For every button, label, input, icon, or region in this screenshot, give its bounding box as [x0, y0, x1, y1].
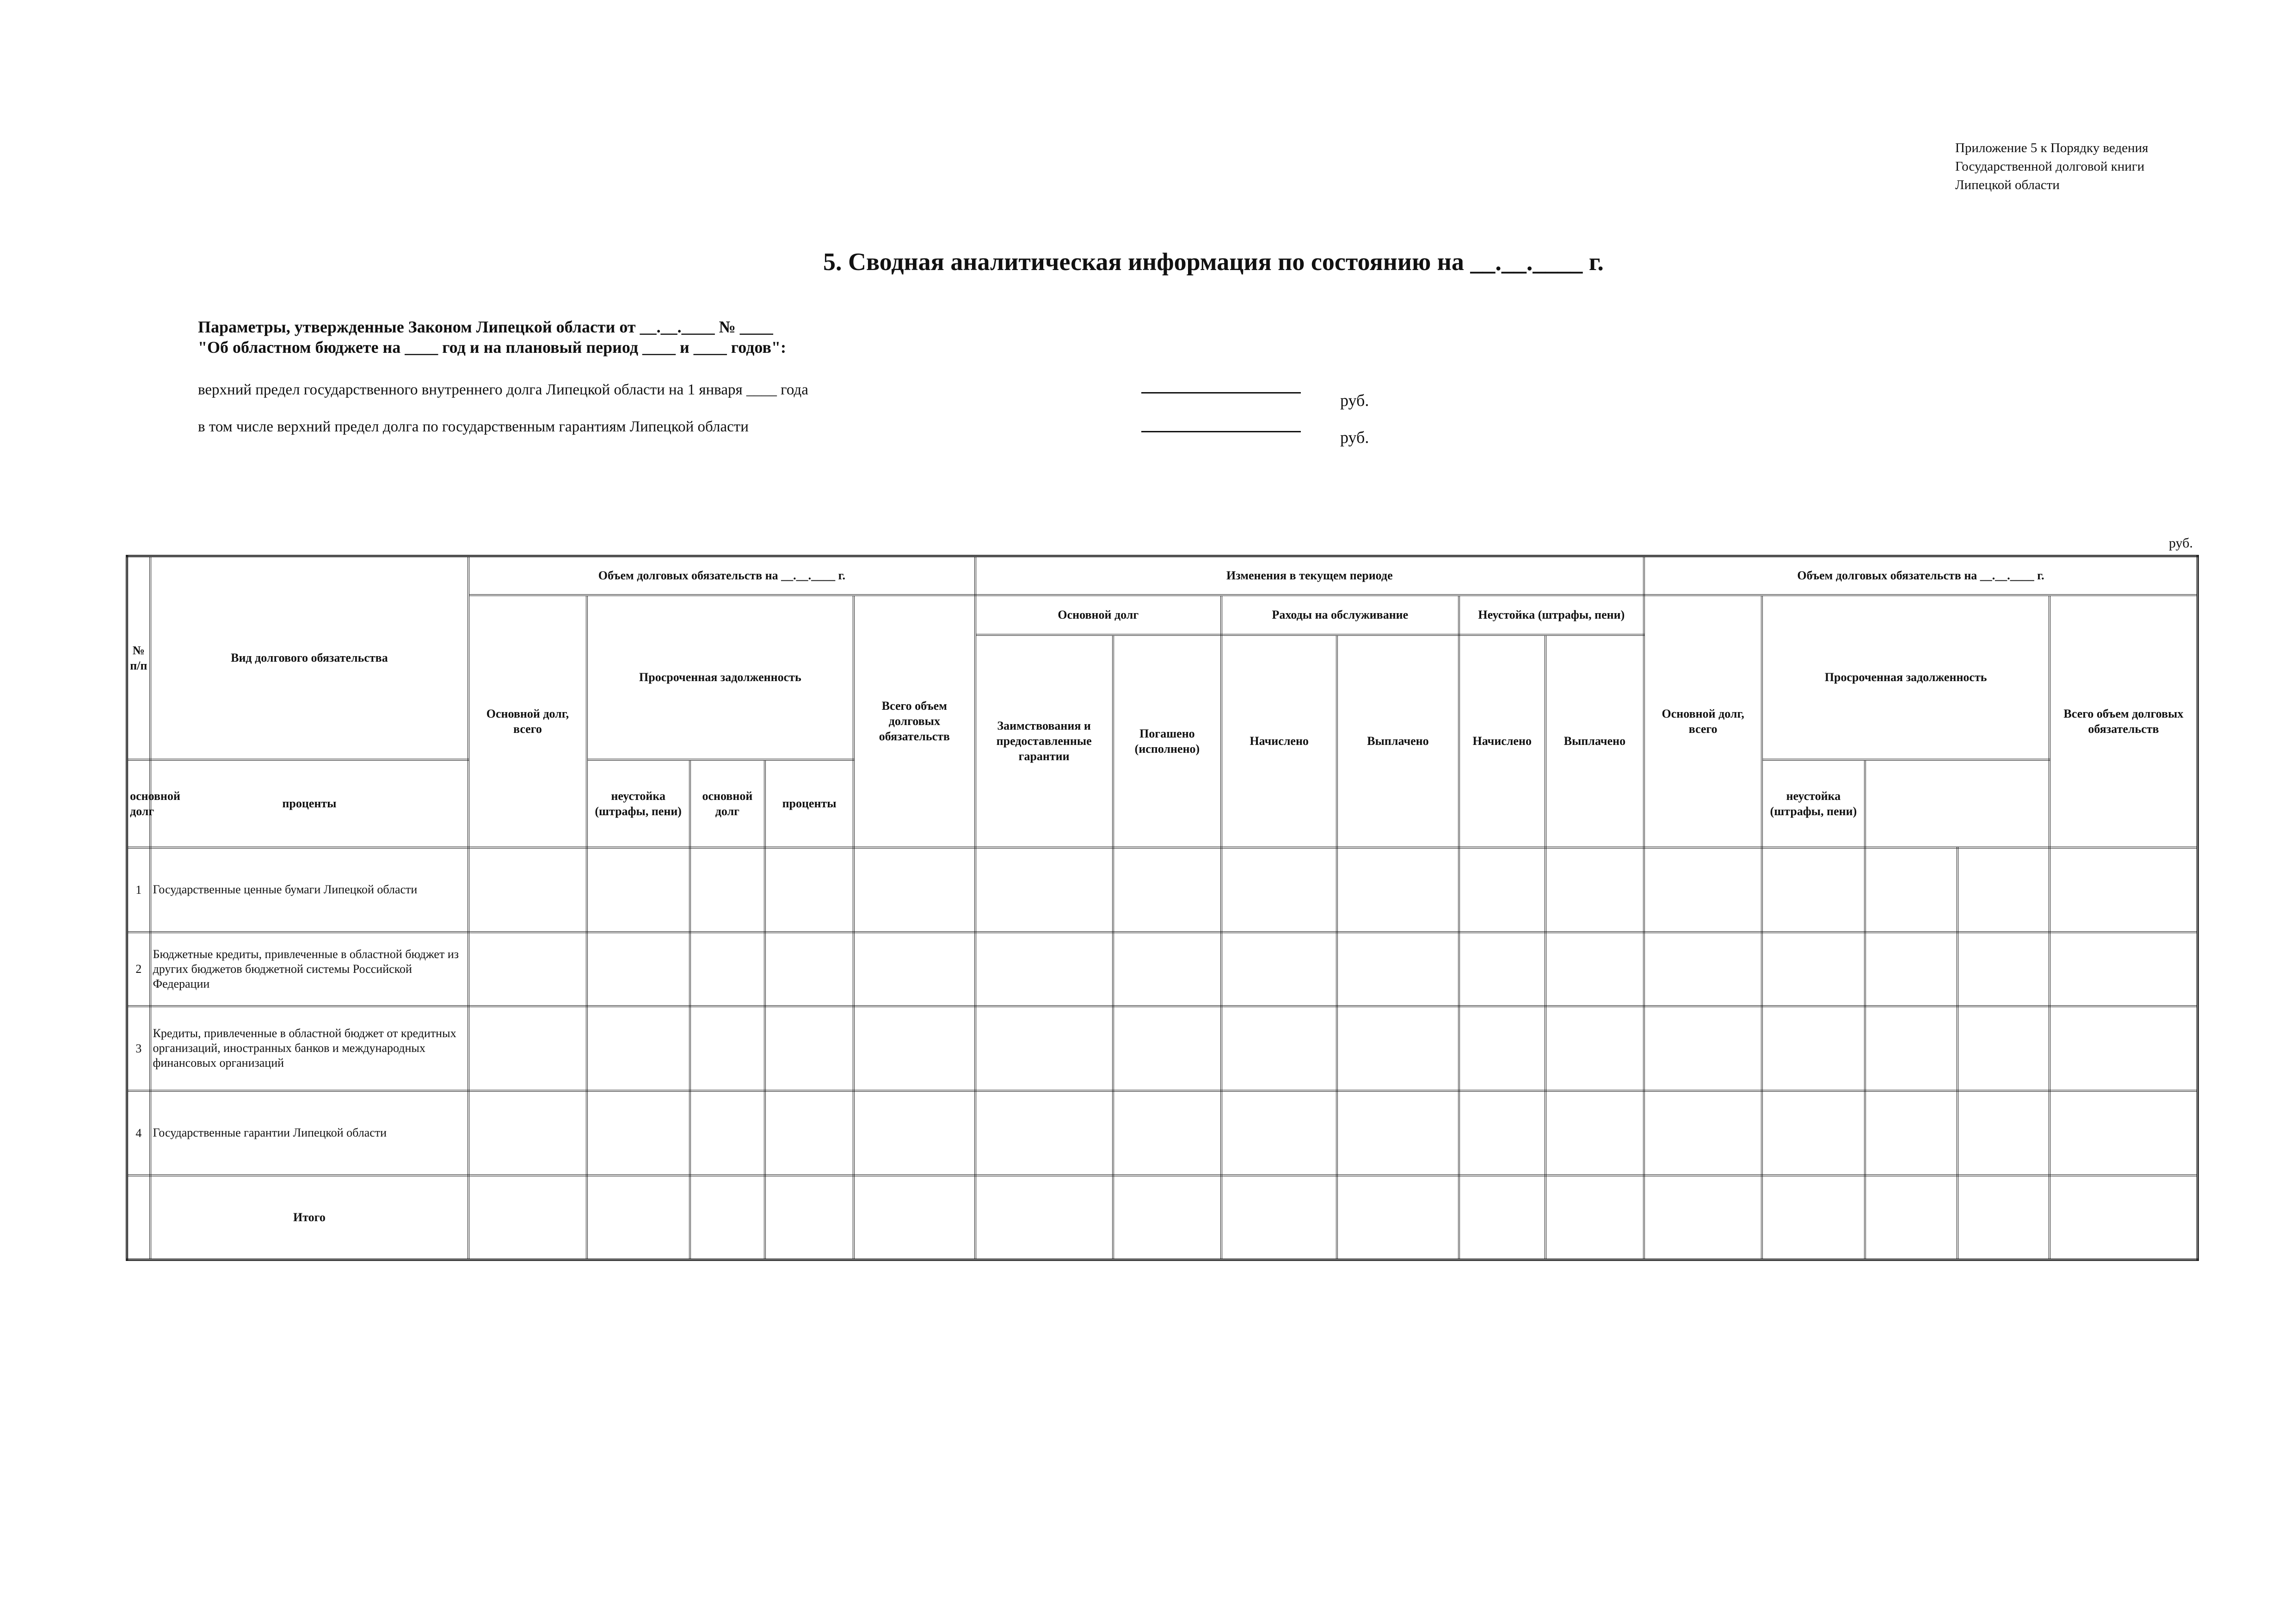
- total-row: [127, 1175, 2198, 1260]
- data-cell[interactable]: [1865, 1091, 1957, 1175]
- data-cell[interactable]: [1865, 932, 1957, 1006]
- data-cell[interactable]: [1957, 1006, 2050, 1091]
- guarantee-limit-text: в том числе верхний предел долга по государственным гарантиям Липецкой области: [198, 418, 749, 435]
- data-cell[interactable]: [1113, 1175, 1221, 1260]
- data-cell[interactable]: [1459, 932, 1545, 1006]
- data-cell[interactable]: [765, 1006, 854, 1091]
- data-cell[interactable]: [854, 932, 975, 1006]
- data-cell[interactable]: [1644, 1006, 1762, 1091]
- guarantee-limit-unit: руб.: [1340, 428, 1369, 447]
- params-line-1: Параметры, утвержденные Законом Липецкой области от __.__.____ № ____: [198, 318, 773, 336]
- row-num: 2: [127, 932, 150, 1006]
- data-cell[interactable]: [975, 932, 1113, 1006]
- data-cell[interactable]: [1113, 1091, 1221, 1175]
- data-cell[interactable]: [1865, 1175, 1957, 1260]
- header-servicing-paid: Выплачено: [1337, 635, 1459, 848]
- law-parameters: [198, 317, 786, 357]
- data-cell[interactable]: [2050, 1175, 2198, 1260]
- data-cell[interactable]: [1762, 1091, 1865, 1175]
- data-cell[interactable]: [587, 1006, 690, 1091]
- header-total-volume-start: Всего объем долговых обязательств: [854, 595, 975, 848]
- data-cell[interactable]: [765, 1091, 854, 1175]
- appendix-note: [1955, 139, 2148, 194]
- table-row: [127, 848, 2198, 932]
- header-penalty-paid: Выплачено: [1545, 635, 1644, 848]
- data-cell[interactable]: [1644, 1091, 1762, 1175]
- data-cell[interactable]: [587, 848, 690, 932]
- data-cell[interactable]: [587, 932, 690, 1006]
- header-sub-penalty-start: неустойка (штрафы, пени): [587, 760, 690, 848]
- row-name: Бюджетные кредиты, привлеченные в областной бюджет из других бюджетов бюджетной системы Российской Федерации: [150, 932, 469, 1006]
- header-sub-main-start: основной долг: [127, 760, 150, 848]
- data-cell[interactable]: [1337, 848, 1459, 932]
- row-num: 3: [127, 1006, 150, 1091]
- data-cell[interactable]: [2050, 1091, 2198, 1175]
- data-cell[interactable]: [1545, 1006, 1644, 1091]
- data-cell[interactable]: [2050, 1006, 2198, 1091]
- data-cell[interactable]: [1337, 1091, 1459, 1175]
- data-cell[interactable]: [1337, 932, 1459, 1006]
- header-sub-interest-end: проценты: [765, 760, 854, 848]
- data-cell[interactable]: [1545, 932, 1644, 1006]
- data-cell[interactable]: [587, 1175, 690, 1260]
- header-main-debt: Основной долг: [975, 595, 1222, 635]
- data-cell[interactable]: [1545, 1091, 1644, 1175]
- header-overdue-end: Просроченная задолженность: [1762, 595, 2050, 760]
- data-cell[interactable]: [1644, 848, 1762, 932]
- data-cell[interactable]: [765, 1175, 854, 1260]
- row-num: 1: [127, 848, 150, 932]
- data-cell[interactable]: [690, 1175, 765, 1260]
- data-cell[interactable]: [1957, 1175, 2050, 1260]
- data-cell[interactable]: [1221, 932, 1337, 1006]
- data-cell[interactable]: [854, 1091, 975, 1175]
- data-cell[interactable]: [468, 932, 586, 1006]
- header-repaid: Погашено (исполнено): [1113, 635, 1221, 848]
- data-cell[interactable]: [690, 932, 765, 1006]
- data-cell[interactable]: [1957, 848, 2050, 932]
- data-cell[interactable]: [468, 1006, 586, 1091]
- data-cell[interactable]: [1221, 1006, 1337, 1091]
- row-num: [127, 1175, 150, 1260]
- header-main-debt-total-start: Основной долг, всего: [468, 595, 586, 848]
- data-cell[interactable]: [1545, 1175, 1644, 1260]
- table-unit: руб.: [2169, 535, 2193, 551]
- data-cell[interactable]: [1762, 848, 1865, 932]
- data-cell[interactable]: [1459, 848, 1545, 932]
- data-cell[interactable]: [690, 1091, 765, 1175]
- header-kind: Вид долгового обязательства: [150, 556, 469, 760]
- header-sub-main-end: основной долг: [690, 760, 765, 848]
- header-servicing-accrued: Начислено: [1221, 635, 1337, 848]
- header-servicing: Раходы на обслуживание: [1221, 595, 1459, 635]
- data-cell[interactable]: [1113, 932, 1221, 1006]
- data-cell[interactable]: [1865, 848, 1957, 932]
- header-penalty-accrued: Начислено: [1459, 635, 1545, 848]
- data-cell[interactable]: [1762, 932, 1865, 1006]
- row-name: Кредиты, привлеченные в областной бюджет от кредитных организаций, иностранных банков и международных финансовых организаций: [150, 1006, 469, 1091]
- data-cell[interactable]: [1113, 848, 1221, 932]
- data-cell[interactable]: [468, 1175, 586, 1260]
- header-changes: Изменения в текущем периоде: [975, 556, 1644, 595]
- data-cell[interactable]: [690, 848, 765, 932]
- data-cell[interactable]: [1337, 1006, 1459, 1091]
- data-cell[interactable]: [1644, 932, 1762, 1006]
- data-cell[interactable]: [1545, 848, 1644, 932]
- row-name: Государственные гарантии Липецкой области: [150, 1091, 469, 1175]
- header-volume-start: Объем долговых обязательств на __.__.____ г.: [468, 556, 975, 595]
- data-cell[interactable]: [468, 1091, 586, 1175]
- data-cell[interactable]: [765, 932, 854, 1006]
- data-cell[interactable]: [1459, 1006, 1545, 1091]
- data-cell[interactable]: [975, 1175, 1113, 1260]
- data-cell[interactable]: [1957, 932, 2050, 1006]
- data-cell[interactable]: [690, 1006, 765, 1091]
- data-cell[interactable]: [1221, 848, 1337, 932]
- table-row: [127, 1006, 2198, 1091]
- header-num: № п/п: [127, 556, 150, 760]
- appendix-line-2: Государственной долговой книги: [1955, 159, 2145, 174]
- header-sub-penalty-end: неустойка (штрафы, пени): [1762, 760, 1865, 848]
- row-num: 4: [127, 1091, 150, 1175]
- data-cell[interactable]: [2050, 848, 2198, 932]
- total-label: Итого: [150, 1175, 469, 1260]
- row-name: Государственные ценные бумаги Липецкой области: [150, 848, 469, 932]
- header-volume-end: Объем долговых обязательств на __.__.____ г.: [1644, 556, 2198, 595]
- data-cell[interactable]: [765, 848, 854, 932]
- data-cell[interactable]: [854, 848, 975, 932]
- header-main-debt-total-end: Основной долг, всего: [1644, 595, 1762, 848]
- data-cell[interactable]: [587, 1091, 690, 1175]
- header-total-volume-end: Всего объем долговых обязательств: [2050, 595, 2198, 848]
- data-cell[interactable]: [468, 848, 586, 932]
- debt-limit-unit: руб.: [1340, 391, 1369, 410]
- data-cell[interactable]: [2050, 932, 2198, 1006]
- table-row: [127, 932, 2198, 1006]
- data-cell[interactable]: [1221, 1175, 1337, 1260]
- header-overdue-start: Просроченная задолженность: [587, 595, 854, 760]
- data-cell[interactable]: [1865, 1006, 1957, 1091]
- guarantee-limit-blank-line: [1141, 431, 1301, 432]
- data-cell[interactable]: [975, 848, 1113, 932]
- data-cell[interactable]: [1459, 1091, 1545, 1175]
- debt-summary-table: [126, 555, 2199, 1261]
- data-cell[interactable]: [1221, 1091, 1337, 1175]
- table-row: [127, 1091, 2198, 1175]
- header-penalty: Неустойка (штрафы, пени): [1459, 595, 1644, 635]
- data-cell[interactable]: [1957, 1091, 2050, 1175]
- data-cell[interactable]: [1459, 1175, 1545, 1260]
- params-line-2: "Об областном бюджете на ____ год и на плановый период ____ и ____ годов":: [198, 338, 786, 357]
- data-cell[interactable]: [854, 1006, 975, 1091]
- debt-limit-text: верхний предел государственного внутреннего долга Липецкой области на 1 января ____ года: [198, 381, 808, 398]
- data-cell[interactable]: [1113, 1006, 1221, 1091]
- data-cell[interactable]: [1337, 1175, 1459, 1260]
- data-cell[interactable]: [1644, 1175, 1762, 1260]
- header-sub-interest-start: проценты: [150, 760, 469, 848]
- data-cell[interactable]: [1762, 1006, 1865, 1091]
- appendix-line-3: Липецкой области: [1955, 178, 2060, 192]
- header-borrowing: Заимствования и предоставленные гарантии: [975, 635, 1113, 848]
- data-cell[interactable]: [975, 1006, 1113, 1091]
- appendix-line-1: Приложение 5 к Порядку ведения: [1955, 141, 2148, 155]
- debt-limit-blank-line: [1141, 392, 1301, 393]
- data-cell[interactable]: [975, 1091, 1113, 1175]
- data-cell[interactable]: [1762, 1175, 1865, 1260]
- data-cell[interactable]: [854, 1175, 975, 1260]
- page-title: 5. Сводная аналитическая информация по состоянию на __.__.____ г.: [823, 248, 1604, 276]
